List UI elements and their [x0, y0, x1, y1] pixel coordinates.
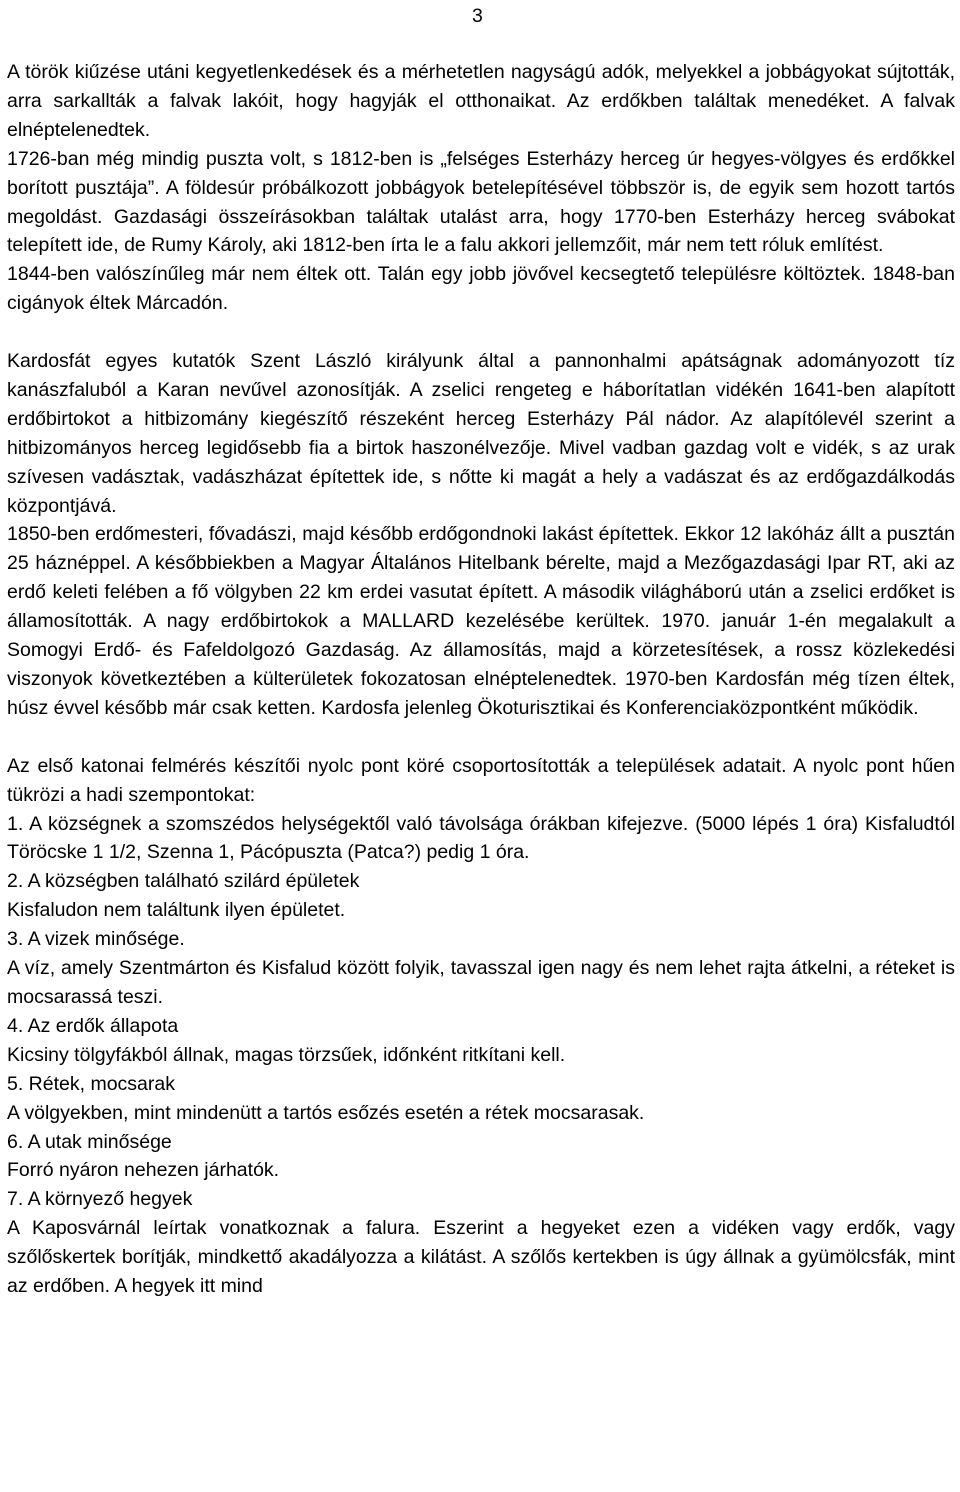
- survey-point-6-heading: 6. A utak minősége: [7, 1130, 172, 1153]
- survey-point-2-heading: 2. A községben található szilárd épületek: [7, 870, 360, 893]
- survey-point-6-text: Forró nyáron nehezen járhatók.: [7, 1159, 280, 1182]
- paragraph-military-survey-intro: Az első katonai felmérés készítői nyolc pont köré csoportosították a települések adatait. A nyolc pont hűen tükrözi a hadi szempontokat:: [7, 754, 955, 806]
- paragraph-1844-1848: 1844-ben valószínűleg már nem éltek ott. Talán egy jobb jövővel kecsegtető településre költöztek. 1848-ban cigányok éltek Márcadón.: [7, 263, 955, 315]
- survey-point-2-text: Kisfaludon nem találtunk ilyen épületet.: [7, 899, 346, 922]
- paragraph-turkish-expulsion: A török kiűzése utáni kegyetlenkedések és a mérhetetlen nagyságú adók, melyekkel a jobbágyokat sújtották, arra sarkallták a falvak lakóit, hogy hagyják el otthonaikat. Az erdőkben találtak menedéket. A falvak elnéptelenedtek.: [7, 61, 955, 141]
- survey-point-1: 1. A községnek a szomszédos helységektől való távolsága órákban kifejezve. (5000 lépés 1 óra) Kisfaludtól Töröcske 1 1/2, Szenna 1, Pácópuszta (Patca?) pedig 1 óra.: [7, 812, 955, 864]
- paragraph-esterhazy-settlement: 1726-ban még mindig puszta volt, s 1812-ben is „felséges Esterházy herceg úr hegyes-völgyes és erdőkkel borított pusztája”. A földesúr próbálkozott jobbágyok betelepítésével többször is, de egyik sem hozott tartós megoldást. Gazdasági összeírásokban találtak utalást arra, hogy 1770-ben Esterházy herceg svábokat telepített ide, de Rumy Károly, aki 1812-ben írta le a falu akkori jellemzőit, már nem tett róluk említést.: [7, 147, 955, 257]
- survey-point-7-text: A Kaposvárnál leírtak vonatkoznak a falura. Eszerint a hegyeket ezen a vidéken vagy erdők, vagy szőlőskertek borítják, mindkettő akadályozza a kilátást. A szőlős kertekben is úgy állnak a gyümölcsfák, mint az erdőben. A hegyek itt mind: [7, 1217, 955, 1298]
- survey-point-5-text: A völgyekben, mint mindenütt a tartós esőzés esetén a rétek mocsarasak.: [7, 1101, 645, 1124]
- survey-point-3-heading: 3. A vizek minősége.: [7, 928, 185, 951]
- page-number: 3: [472, 5, 483, 27]
- survey-point-5-heading: 5. Rétek, mocsarak: [7, 1072, 175, 1095]
- survey-point-7-heading: 7. A környező hegyek: [7, 1188, 193, 1211]
- survey-point-4-heading: 4. Az erdők állapota: [7, 1014, 179, 1037]
- survey-point-3-text: A víz, amely Szentmárton és Kisfalud között folyik, tavasszal igen nagy és nem lehet rajta átkelni, a réteket is mocsarassá teszi.: [7, 957, 955, 1008]
- paragraph-kardosfa-origin: Kardosfát egyes kutatók Szent László királyunk által a pannonhalmi apátságnak adományozott tíz kanászfaluból a Karan nevűvel azonosítják. A zselici rengeteg e háborítatlan vidékén 1641-ben alapított erdőbirtokot a hitbizomány kiegészítő részeként herceg Esterházy Pál nádor. Az alapítólevél szerint a hitbizományos herceg legidősebb fia a birtok haszonélvezője. Mivel vadban gazdag volt e vidék, s az urak szívesen vadásztak, vadászházat építettek ide, s nőtte ki magát a hely a vadászat és az erdőgazdálkodás központjává.: [7, 350, 955, 517]
- paragraph-forestry-history: 1850-ben erdőmesteri, fővadászi, majd később erdőgondnoki lakást építettek. Ekkor 12 lakóház állt a pusztán 25 háznéppel. A későbbiekben a Magyar Általános Hitelbank bérelte, majd a Mezőgazdasági Ipar RT, aki az erdő keleti felében a fő völgyben 22 km erdei vasutat épített. A második világháború után a zselici erdőket is államosították. A nagy erdőbirtokok a MALLARD kezelésébe kerültek. 1970. január 1-én megalakult a Somogyi Erdő- és Fafeldolgozó Gazdaság. Az államosítás, majd a körzetesítések, a rossz közlekedési viszonyok következtében a külterületek fokozatosan elnéptelenedtek. 1970-ben Kardosfán még tízen éltek, húsz évvel később már csak ketten. Kardosfa jelenleg Ökoturisztikai és Konferenciaközpontként működik.: [7, 523, 955, 719]
- survey-point-4-text: Kicsiny tölgyfákból állnak, magas törzsűek, időnként ritkítani kell.: [7, 1043, 566, 1066]
- document-body: [7, 58, 955, 1301]
